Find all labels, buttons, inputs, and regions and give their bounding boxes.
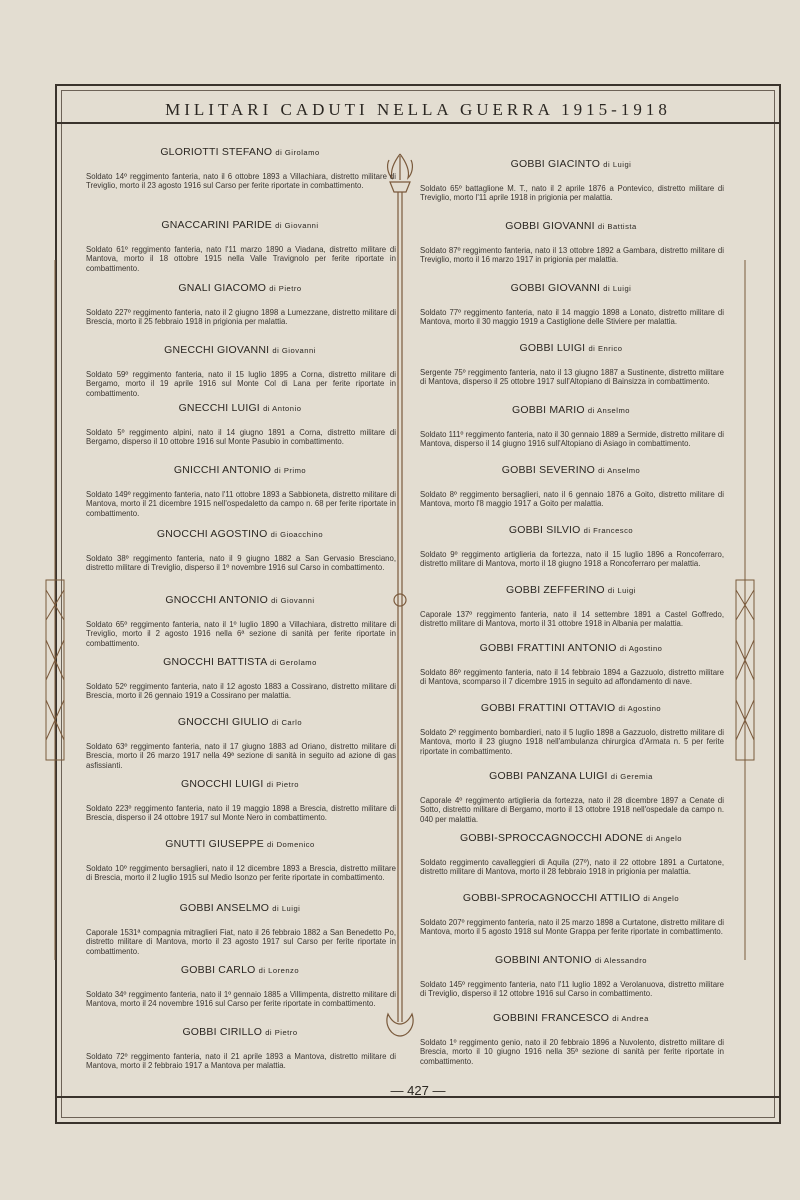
page-title: MILITARI CADUTI NELLA GUERRA 1915-1918 — [165, 100, 671, 119]
entry-surname: GNACCARINI PARIDE — [161, 219, 272, 231]
entry-text: Soldato 63º reggimento fanteria, nato il 17 giugno 1883 ad Oriano, distretto militare di Brescia, morto il 26 marzo 1917 nella 49ª sezione di sanità in seguito ad azione di gas asfissianti. — [86, 742, 396, 770]
entry-patronym: di Pietro — [266, 780, 299, 789]
entry-name — [84, 716, 396, 728]
entry — [84, 656, 396, 701]
entry-text: Soldato reggimento cavalleggieri di Aquila (27º), nato il 22 ottobre 1891 a Curtatone, distretto militare di Mantova, morto il 28 febbraio 1918 in prigionia per malattia. — [420, 858, 724, 877]
entry-text: Caporale 4º reggimento artiglieria da fortezza, nato il 28 dicembre 1897 a Cenate di Sotto, distretto militare di Bergamo, morto il 13 ottobre 1918 nell'ospedale da campo n. 040 per malattia. — [420, 796, 724, 824]
entry-surname: GOBBI SEVERINO — [501, 464, 595, 476]
entry-name — [418, 954, 724, 966]
entry-patronym: di Giovanni — [271, 596, 315, 605]
entry — [84, 838, 396, 883]
entry-text: Soldato 34º reggimento fanteria, nato il 1º gennaio 1885 a Villimpenta, distretto militare di Mantova, morto il 24 novembre 1916 sul Carso per ferite riportate in combattimento. — [86, 990, 396, 1009]
entry-name — [418, 342, 724, 354]
entry-surname: GOBBI ANSELMO — [179, 902, 270, 914]
entry-patronym: di Agostino — [618, 704, 662, 713]
entry-text: Soldato 65º reggimento fanteria, nato il 1º luglio 1890 a Villachiara, distretto militare di Treviglio, morto il 2 agosto 1916 nella 6ª sezione di sanità per ferite riportate in combattimento. — [86, 620, 396, 648]
entry-text: Caporale 1531ª compagnia mitraglieri Fiat, nato il 26 febbraio 1882 a San Benedetto Po, distretto militare di Mantova, morto il 23 agosto 1917 sul Carso per ferite riportate in combattimento. — [86, 928, 396, 956]
entry-patronym: di Giovanni — [272, 346, 316, 355]
entry-text: Soldato 38º reggimento fanteria, nato il 9 giugno 1882 a San Gervasio Bresciano, distretto militare di Treviglio, disperso il 1º novembre 1916 sul Carso in combattimento. — [86, 554, 396, 573]
entry — [84, 219, 396, 273]
entry-surname: GOBBI MARIO — [511, 404, 585, 416]
entry-patronym: di Battista — [597, 222, 637, 231]
entry-name — [418, 832, 724, 844]
entry-name — [84, 778, 396, 790]
entry-patronym: di Luigi — [272, 904, 301, 913]
entry-name — [418, 642, 724, 654]
entry-patronym: di Enrico — [588, 344, 623, 353]
entry — [418, 770, 724, 824]
page-number: — 427 — — [390, 1083, 446, 1098]
entry-name — [84, 656, 396, 668]
entry-surname: GOBBINI ANTONIO — [495, 954, 592, 966]
entry — [84, 716, 396, 770]
entry — [418, 702, 724, 756]
entry — [84, 282, 396, 327]
entry-name — [418, 404, 724, 416]
entry-surname: GOBBINI FRANCESCO — [493, 1012, 610, 1024]
entry — [84, 344, 396, 398]
entry — [84, 464, 396, 518]
entry-text: Soldato 65º battaglione M. T., nato il 2 aprile 1876 a Pontevico, distretto militare di Treviglio, morto l'11 aprile 1918 in prigionia per malattia. — [420, 184, 724, 203]
entry-surname: GOBBI GIACINTO — [510, 158, 601, 170]
entry — [418, 524, 724, 569]
entry-text: Soldato 77º reggimento fanteria, nato il 14 maggio 1898 a Lonato, distretto militare di Mantova, morto il 30 maggio 1919 a Castiglione delle Stiviere per malattia. — [420, 308, 724, 327]
entry-surname: GNUTTI GIUSEPPE — [165, 838, 264, 850]
entry-patronym: di Geremia — [610, 772, 653, 781]
entry-patronym: di Angelo — [643, 894, 680, 903]
entry-text: Soldato 149º reggimento fanteria, nato l'11 ottobre 1893 a Sabbioneta, distretto militare di Mantova, morto il 21 dicembre 1915 nell'ospedaletto da campo n. 68 per ferite riportate in combattimento. — [86, 490, 396, 518]
entry-name — [84, 594, 396, 606]
entry-surname: GNOCCHI ANTONIO — [165, 594, 268, 606]
entry-surname: GOBBI CIRILLO — [182, 1026, 263, 1038]
entry-surname: GNOCCHI GIULIO — [177, 716, 269, 728]
entry — [418, 642, 724, 687]
entry — [84, 402, 396, 447]
entry-name — [418, 584, 724, 596]
entry-text: Caporale 137º reggimento fanteria, nato il 14 settembre 1891 a Castel Goffredo, distretto militare di Mantova, morto il 31 ottobre 1918 in Albania per malattia. — [420, 610, 724, 629]
entry-patronym: di Antonio — [263, 404, 302, 413]
entry — [418, 1012, 724, 1066]
entry-patronym: di Anselmo — [598, 466, 641, 475]
entry-surname: GNECCHI LUIGI — [178, 402, 260, 414]
entry-name — [418, 1012, 724, 1024]
entry-name — [84, 464, 396, 476]
entry-name — [84, 282, 396, 294]
entry-surname: GOBBI FRATTINI ANTONIO — [479, 642, 617, 654]
right-fasces-ornament-icon — [730, 260, 760, 960]
entry — [418, 282, 724, 327]
entry-patronym: di Pietro — [265, 1028, 298, 1037]
entry-patronym: di Francesco — [583, 526, 634, 535]
entry-name — [418, 464, 724, 476]
entry-patronym: di Luigi — [603, 160, 632, 169]
entry-name — [418, 702, 724, 714]
entry-text: Soldato 10º reggimento bersaglieri, nato il 12 dicembre 1893 a Brescia, distretto militare di Brescia, morto il 2 luglio 1915 sul Medio Isonzo per ferite riportate in combattimento. — [86, 864, 396, 883]
entry-text: Soldato 87º reggimento fanteria, nato il 13 ottobre 1892 a Gambara, distretto militare di Treviglio, morto il 16 marzo 1917 in prigionia per malattia. — [420, 246, 724, 265]
entry — [84, 146, 396, 191]
entry-surname: GNOCCHI LUIGI — [180, 778, 264, 790]
entry — [418, 404, 724, 449]
entry-surname: GOBBI LUIGI — [519, 342, 586, 354]
entry-patronym: di Primo — [274, 466, 307, 475]
entry-patronym: di Gioacchino — [270, 530, 324, 539]
entry-text: Soldato 145º reggimento fanteria, nato l'11 luglio 1892 a Verolanuova, distretto militare di Treviglio, disperso il 12 ottobre 1916 sul Carso in combattimento. — [420, 980, 724, 999]
entry-patronym: di Carlo — [271, 718, 303, 727]
entry-text: Soldato 86º reggimento fanteria, nato il 14 febbraio 1894 a Gazzuolo, distretto militare di Mantova, scomparso il 7 dicembre 1915 in seguito ad affondamento di nave. — [420, 668, 724, 687]
entry-text: Soldato 227º reggimento fanteria, nato il 2 giugno 1898 a Lumezzane, distretto militare di Brescia, morto il 25 febbraio 1918 in prigionia per malattia. — [86, 308, 396, 327]
entry — [84, 778, 396, 823]
entry — [418, 158, 724, 203]
entry-name — [84, 219, 396, 231]
entry-name — [418, 220, 724, 232]
entry — [84, 1026, 396, 1071]
entry-name — [418, 770, 724, 782]
entry-name — [418, 892, 724, 904]
entry-text: Soldato 5º reggimento alpini, nato il 14 giugno 1891 a Corna, distretto militare di Bergamo, disperso il 10 ottobre 1916 sul Monte Pasubio in combattimento. — [86, 428, 396, 447]
entry — [418, 464, 724, 509]
entry-name — [418, 282, 724, 294]
entry-patronym: di Alessandro — [594, 956, 647, 965]
entry — [418, 954, 724, 999]
entry-patronym: di Anselmo — [587, 406, 631, 415]
entry-surname: GOBBI-SPROCCAGNOCCHI ADONE — [459, 832, 644, 844]
entry-surname: GNOCCHI BATTISTA — [163, 656, 267, 668]
entry-name — [84, 344, 396, 356]
entry-name — [84, 964, 396, 976]
entry-patronym: di Luigi — [607, 586, 636, 595]
entry-text: Soldato 59º reggimento fanteria, nato il 15 luglio 1895 a Corna, distretto militare di Bergamo, morto il 19 aprile 1916 sul Monte Col di Lana per ferite riportate in combattimento. — [86, 370, 396, 398]
entry-name — [84, 402, 396, 414]
entry — [84, 594, 396, 648]
entry — [418, 584, 724, 629]
entry-patronym: di Lorenzo — [258, 966, 300, 975]
entry-surname: GOBBI PANZANA LUIGI — [489, 770, 608, 782]
entry-text: Soldato 72º reggimento fanteria, nato il 21 aprile 1893 a Mantova, distretto militare di Mantova, morto il 2 febbraio 1917 a Mantova per malattia. — [86, 1052, 396, 1071]
entry — [84, 902, 396, 956]
entry-surname: GOBBI GIOVANNI — [505, 220, 595, 232]
entry-patronym: di Luigi — [603, 284, 632, 293]
entry-name — [84, 146, 396, 158]
entry-text: Soldato 2º reggimento bombardieri, nato il 5 luglio 1898 a Gazzuolo, distretto militare di Mantova, morto il 23 giugno 1918 nell'ambulanza chirurgica d'Armata n. 5 per ferite riportate in combattimento. — [420, 728, 724, 756]
entry-name — [84, 1026, 396, 1038]
entry-name — [418, 524, 724, 536]
left-fasces-ornament-icon — [40, 260, 70, 960]
entry-text: Soldato 52º reggimento fanteria, nato il 12 agosto 1883 a Cossirano, distretto militare di Brescia, morto il 26 gennaio 1919 a Cossirano per malattia. — [86, 682, 396, 701]
entry-patronym: di Domenico — [267, 840, 315, 849]
entry-name — [84, 528, 396, 540]
entry — [418, 342, 724, 387]
entry — [84, 964, 396, 1009]
entry-surname: GOBBI GIOVANNI — [510, 282, 601, 294]
entry-patronym: di Gerolamo — [269, 658, 317, 667]
entry — [418, 892, 724, 937]
entry-surname: GOBBI-SPROCAGNOCCHI ATTILIO — [462, 892, 641, 904]
entry-patronym: di Andrea — [612, 1014, 649, 1023]
entry-text: Soldato 1º reggimento genio, nato il 20 febbraio 1896 a Nuvolento, distretto militare di Brescia, morto il 10 giugno 1916 nella 35ª sezione di sanità per ferite riportate in combattimento. — [420, 1038, 724, 1066]
entry-surname: GLORIOTTI STEFANO — [160, 146, 273, 158]
entry-surname: GNICCHI ANTONIO — [173, 464, 272, 476]
entry-name — [84, 902, 396, 914]
entry-text: Soldato 61º reggimento fanteria, nato l'11 marzo 1890 a Viadana, distretto militare di Mantova, morto il 18 ottobre 1915 nella Valle Travignolo per ferite riportate in combattimento. — [86, 245, 396, 273]
entry-patronym: di Girolamo — [275, 148, 320, 157]
entry-patronym: di Agostino — [619, 644, 663, 653]
entry — [84, 528, 396, 573]
entry-name — [84, 838, 396, 850]
entry-surname: GNOCCHI AGOSTINO — [156, 528, 268, 540]
entry-surname: GOBBI SILVIO — [508, 524, 581, 536]
entry-text: Soldato 8º reggimento bersaglieri, nato il 6 gennaio 1876 a Goito, distretto militare di Mantova, morto l'8 maggio 1917 a Goito per malattia. — [420, 490, 724, 509]
entry-patronym: di Giovanni — [275, 221, 319, 230]
entry-patronym: di Angelo — [646, 834, 683, 843]
entry — [418, 220, 724, 265]
entry-text: Soldato 9º reggimento artiglieria da fortezza, nato il 15 luglio 1896 a Roncoferraro, distretto militare di Mantova, morto il 18 giugno 1918 a Roncoferraro per malattia. — [420, 550, 724, 569]
entry-surname: GOBBI FRATTINI OTTAVIO — [480, 702, 616, 714]
entry-text: Soldato 223º reggimento fanteria, nato il 19 maggio 1898 a Brescia, distretto militare di Brescia, disperso il 24 ottobre 1917 sul Monte Nero in combattimento. — [86, 804, 396, 823]
entry — [418, 832, 724, 877]
entry-patronym: di Pietro — [269, 284, 302, 293]
entry-surname: GOBBI ZEFFERINO — [506, 584, 605, 596]
entry-text: Soldato 14º reggimento fanteria, nato il 6 ottobre 1893 a Villachiara, distretto militare di Treviglio, morto il 23 agosto 1916 sul Carso per ferite riportate in combattimento. — [86, 172, 396, 191]
entry-surname: GNALI GIACOMO — [178, 282, 267, 294]
entry-surname: GOBBI CARLO — [180, 964, 256, 976]
entry-text: Soldato 111º reggimento fanteria, nato il 30 gennaio 1889 a Sermide, distretto militare di Mantova, disperso il 14 giugno 1916 sull'Altopiano di Asiago in combattimento. — [420, 430, 724, 449]
entry-text: Soldato 207º reggimento fanteria, nato il 25 marzo 1898 a Curtatone, distretto militare di Mantova, morto il 5 agosto 1918 sul Monte Grappa per ferite riportate in combattimento. — [420, 918, 724, 937]
entry-text: Sergente 75º reggimento fanteria, nato il 13 giugno 1887 a Sustinente, distretto militare di Mantova, disperso il 25 ottobre 1917 sull'Altopiano di Bainsizza in combattimento. — [420, 368, 724, 387]
entry-name — [418, 158, 724, 170]
entry-surname: GNECCHI GIOVANNI — [164, 344, 270, 356]
